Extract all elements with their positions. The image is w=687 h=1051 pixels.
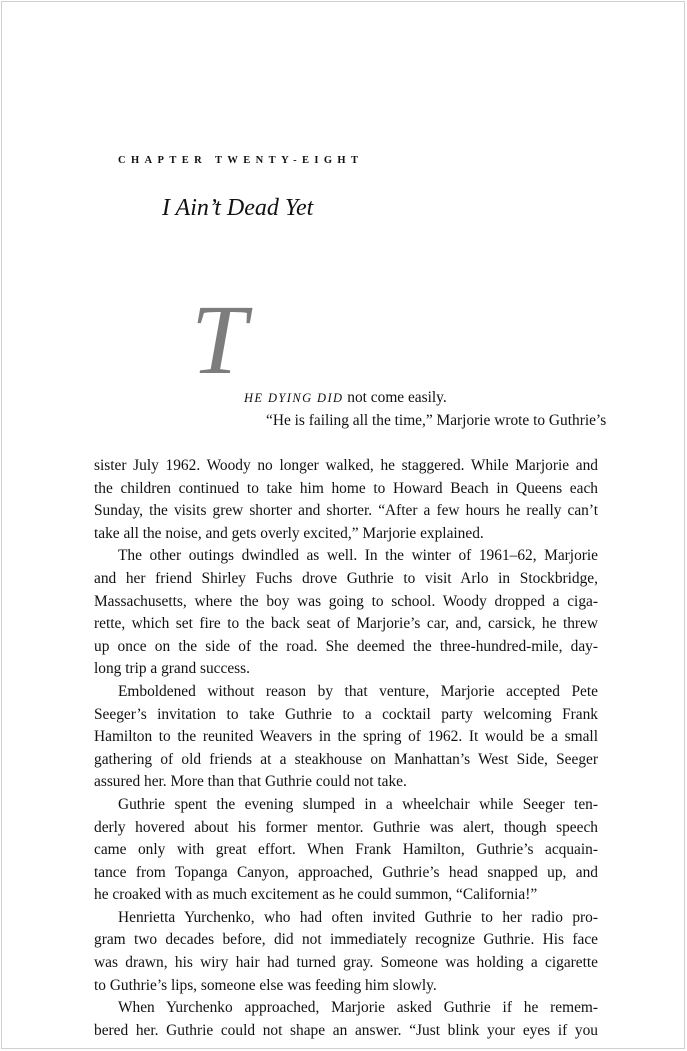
text-line: he croaked with as much excitement as he could summon, “California!” — [94, 886, 538, 904]
text-line: bered her. Guthrie could not shape an answer. “Just blink your eyes if you — [94, 1021, 598, 1039]
opening-paragraph — [94, 284, 607, 455]
text-line: gathering of old friends at a steakhouse on Manhattan’s West Side, Seeger — [94, 750, 598, 768]
chapter-label: CHAPTER TWENTY-EIGHT — [118, 155, 364, 166]
text-line: take all the noise, and gets overly excited,” Marjorie explained. — [94, 524, 484, 542]
text-line: derly hovered about his former mentor. Guthrie was alert, though speech — [94, 818, 598, 836]
body-text — [94, 284, 607, 1042]
text-line: up once on the side of the road. She deemed the three-hundred-mile, day- — [94, 637, 598, 655]
drop-cap: T — [191, 284, 247, 395]
chapter-title: I Ain’t Dead Yet — [162, 195, 314, 221]
text-line: sister July 1962. Woody no longer walked, he staggered. While Marjorie and — [94, 457, 598, 474]
text-line: Sunday, the visits grew shorter and shorter. “After a few hours he really can’t — [94, 502, 598, 520]
text-line: the children continued to take him home to Howard Beach in Queens each — [94, 479, 598, 497]
text-line: gram two decades before, did not immediately recognize Guthrie. His face — [94, 931, 598, 949]
text-line: Hamilton to the reunited Weavers in the spring of 1962. It would be a small — [94, 728, 598, 746]
opening-rest: not come easily. — [343, 389, 447, 407]
text-line: Seeger’s invitation to take Guthrie to a cocktail party welcoming Frank — [94, 705, 598, 723]
text-line: rette, which set fire to the back seat of Marjorie’s car, and, carsick, he threw — [94, 615, 598, 633]
text-line: When Yurchenko approached, Marjorie asked Guthrie if he remem- — [118, 999, 598, 1017]
text-line: The other outings dwindled as well. In the winter of 1961–62, Marjorie — [118, 547, 598, 565]
text-line: tance from Topanga Canyon, approached, Guthrie’s head snapped up, and — [94, 863, 598, 881]
opening-smallcaps: HE DYING DID — [244, 391, 344, 406]
text-line: Massachusetts, where the boy was going to school. Woody dropped a ciga- — [94, 592, 598, 610]
text-line: long trip a grand success. — [94, 660, 251, 678]
opening-line-2: “He is failing all the time,” Marjorie wrote to Guthrie’s — [266, 411, 607, 429]
text-line: and her friend Shirley Fuchs drove Guthrie to visit Arlo in Stockbridge, — [94, 569, 598, 587]
text-line: Guthrie spent the evening slumped in a wheelchair while Seeger ten- — [118, 795, 598, 813]
text-lines — [94, 455, 598, 1042]
opening-line-1 — [94, 387, 598, 410]
text-line: Henrietta Yurchenko, who had often invited Guthrie to her radio pro- — [118, 908, 598, 926]
text-line: Emboldened without reason by that venture, Marjorie accepted Pete — [118, 682, 598, 700]
text-line: was drawn, his wiry hair had turned gray. Someone was holding a cigarette — [94, 954, 598, 972]
text-line: to Guthrie’s lips, someone else was feeding him slowly. — [94, 976, 437, 994]
text-line: assured her. More than that Guthrie could not take. — [94, 773, 407, 791]
text-line: came only with great effort. When Frank Hamilton, Guthrie’s acquain- — [94, 841, 598, 859]
